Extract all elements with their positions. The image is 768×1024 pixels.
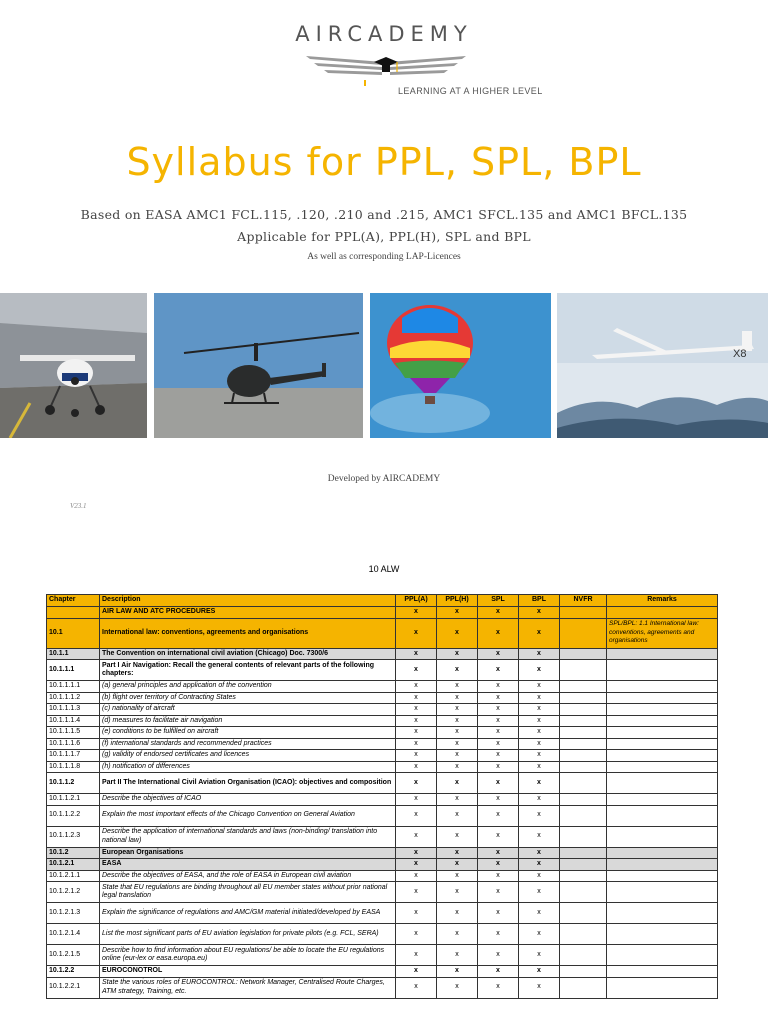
spl-mark: x (478, 847, 519, 859)
ppla-mark: x (396, 648, 437, 660)
brand-tagline: LEARNING AT A HIGHER LEVEL (398, 86, 543, 96)
pplh-mark: x (437, 750, 478, 762)
header-ppla: PPL(A) (396, 595, 437, 607)
pplh-mark: x (437, 692, 478, 704)
remarks-cell (607, 826, 718, 847)
nvfr-cell (560, 750, 607, 762)
table-row (47, 870, 718, 882)
description-cell: Describe the objectives of ICAO (100, 794, 396, 806)
bpl-mark: x (519, 966, 560, 978)
pplh-mark: x (437, 924, 478, 945)
chapter-cell: 10.1.2.1.5 (47, 945, 100, 966)
spl-mark: x (478, 903, 519, 924)
bpl-mark: x (519, 692, 560, 704)
remarks-cell (607, 761, 718, 773)
ppla-mark: x (396, 882, 437, 903)
wings-logo-icon (296, 50, 476, 90)
spl-mark: x (478, 648, 519, 660)
chapter-cell: 10.1.1.1.3 (47, 704, 100, 716)
remarks-cell (607, 660, 718, 681)
chapter-cell: 10.1.1.1 (47, 660, 100, 681)
header-bpl: BPL (519, 595, 560, 607)
ppla-mark: x (396, 945, 437, 966)
version-label: V23.1 (70, 502, 87, 510)
ppla-mark: x (396, 750, 437, 762)
chapter-cell: 10.1.1.1.8 (47, 761, 100, 773)
table-row (47, 945, 718, 966)
chapter-cell: 10.1.2.1.2 (47, 882, 100, 903)
bpl-mark: x (519, 681, 560, 693)
ppla-mark: x (396, 903, 437, 924)
ppla-mark: x (396, 704, 437, 716)
description-cell: (d) measures to facilitate air navigation (100, 715, 396, 727)
table-row (47, 648, 718, 660)
ppla-mark: x (396, 966, 437, 978)
description-cell: EASA (100, 859, 396, 871)
table-row (47, 847, 718, 859)
description-cell: Part I Air Navigation: Recall the general contents of relevant parts of the following chapters: (100, 660, 396, 681)
bpl-mark: x (519, 945, 560, 966)
bpl-mark: x (519, 618, 560, 648)
spl-mark: x (478, 805, 519, 826)
chapter-cell: 10.1.1.1.1 (47, 681, 100, 693)
table-row (47, 794, 718, 806)
remarks-cell (607, 607, 718, 619)
table-row (47, 805, 718, 826)
nvfr-cell (560, 692, 607, 704)
ppla-mark: x (396, 660, 437, 681)
spl-mark: x (478, 715, 519, 727)
remarks-cell (607, 966, 718, 978)
ppla-mark: x (396, 870, 437, 882)
ppla-mark: x (396, 924, 437, 945)
pplh-mark: x (437, 903, 478, 924)
chapter-cell: 10.1.1.2.3 (47, 826, 100, 847)
description-cell: Describe how to find information about EU regulations/ be able to locate the EU regulations online (eur-lex or easa.europa.eu) (100, 945, 396, 966)
nvfr-cell (560, 882, 607, 903)
description-cell: EUROCONOTROL (100, 966, 396, 978)
chapter-cell: 10.1.2.1 (47, 859, 100, 871)
description-cell: Explain the most important effects of the Chicago Convention on General Aviation (100, 805, 396, 826)
chapter-cell: 10.1.2.1.4 (47, 924, 100, 945)
pplh-mark: x (437, 966, 478, 978)
table-row (47, 966, 718, 978)
description-cell: (h) notification of differences (100, 761, 396, 773)
chapter-cell: 10.1.1.1.2 (47, 692, 100, 704)
pplh-mark: x (437, 704, 478, 716)
table-row (47, 750, 718, 762)
remarks-cell (607, 945, 718, 966)
subtitle-applicability: Applicable for PPL(A), PPL(H), SPL and BPL (237, 229, 531, 244)
remarks-cell (607, 977, 718, 998)
ppla-mark: x (396, 805, 437, 826)
nvfr-cell (560, 715, 607, 727)
ppla-mark: x (396, 681, 437, 693)
bpl-mark: x (519, 648, 560, 660)
table-row (47, 924, 718, 945)
table-row (47, 826, 718, 847)
nvfr-cell (560, 704, 607, 716)
nvfr-cell (560, 826, 607, 847)
nvfr-cell (560, 966, 607, 978)
ppla-mark: x (396, 847, 437, 859)
pplh-mark: x (437, 977, 478, 998)
ppla-mark: x (396, 794, 437, 806)
nvfr-cell (560, 805, 607, 826)
chapter-cell: 10.1.1.1.6 (47, 738, 100, 750)
chapter-cell: 10.1.2 (47, 847, 100, 859)
spl-mark: x (478, 738, 519, 750)
table-header-row (47, 595, 718, 607)
pplh-mark: x (437, 945, 478, 966)
photo-hot-air-balloon (370, 293, 551, 438)
spl-mark: x (478, 692, 519, 704)
remarks-cell (607, 750, 718, 762)
brand-name: AIRCADEMY (295, 22, 473, 46)
ppla-mark: x (396, 761, 437, 773)
remarks-cell: SPL/BPL: 1.1 International law: conventions, agreements and organisations (607, 618, 718, 648)
description-cell: (b) flight over territory of Contracting States (100, 692, 396, 704)
table-row (47, 738, 718, 750)
pplh-mark: x (437, 826, 478, 847)
remarks-cell (607, 704, 718, 716)
pplh-mark: x (437, 738, 478, 750)
nvfr-cell (560, 727, 607, 739)
spl-mark: x (478, 773, 519, 794)
nvfr-cell (560, 761, 607, 773)
remarks-cell (607, 847, 718, 859)
chapter-cell: 10.1.1.2 (47, 773, 100, 794)
nvfr-cell (560, 618, 607, 648)
pplh-mark: x (437, 648, 478, 660)
pplh-mark: x (437, 859, 478, 871)
chapter-cell: 10.1.1.1.4 (47, 715, 100, 727)
pplh-mark: x (437, 681, 478, 693)
spl-mark: x (478, 660, 519, 681)
ppla-mark: x (396, 738, 437, 750)
bpl-mark: x (519, 924, 560, 945)
pplh-mark: x (437, 715, 478, 727)
spl-mark: x (478, 727, 519, 739)
pplh-mark: x (437, 794, 478, 806)
chapter-cell (47, 607, 100, 619)
photo-glider (557, 293, 768, 438)
spl-mark: x (478, 761, 519, 773)
header-nvfr: NVFR (560, 595, 607, 607)
remarks-cell (607, 773, 718, 794)
nvfr-cell (560, 859, 607, 871)
nvfr-cell (560, 773, 607, 794)
bpl-mark: x (519, 773, 560, 794)
bpl-mark: x (519, 882, 560, 903)
description-cell: Describe the application of international standards and laws (non-binding/ translation into national law) (100, 826, 396, 847)
spl-mark: x (478, 750, 519, 762)
bpl-mark: x (519, 859, 560, 871)
description-cell: (g) validity of endorsed certificates and licences (100, 750, 396, 762)
description-cell: State the various roles of EUROCONTROL: Network Manager, Centralised Route Charges, ATM strategy, Training, etc. (100, 977, 396, 998)
spl-mark: x (478, 607, 519, 619)
bpl-mark: x (519, 761, 560, 773)
pplh-mark: x (437, 805, 478, 826)
bpl-mark: x (519, 715, 560, 727)
spl-mark: x (478, 618, 519, 648)
header-remarks: Remarks (607, 595, 718, 607)
spl-mark: x (478, 826, 519, 847)
table-row (47, 882, 718, 903)
table-row (47, 715, 718, 727)
chapter-cell: 10.1.1.2.2 (47, 805, 100, 826)
spl-mark: x (478, 681, 519, 693)
spl-mark: x (478, 870, 519, 882)
pplh-mark: x (437, 607, 478, 619)
chapter-cell: 10.1.2.2 (47, 966, 100, 978)
pplh-mark: x (437, 773, 478, 794)
ppla-mark: x (396, 977, 437, 998)
spl-mark: x (478, 977, 519, 998)
remarks-cell (607, 882, 718, 903)
bpl-mark: x (519, 738, 560, 750)
ppla-mark: x (396, 859, 437, 871)
developed-by: Developed by AIRCADEMY (327, 474, 441, 484)
spl-mark: x (478, 924, 519, 945)
bpl-mark: x (519, 750, 560, 762)
syllabus-table (46, 594, 718, 999)
ppla-mark: x (396, 773, 437, 794)
photo-airplane (0, 293, 147, 438)
description-cell: (f) international standards and recommended practices (100, 738, 396, 750)
chapter-cell: 10.1.1.1.5 (47, 727, 100, 739)
ppla-mark: x (396, 692, 437, 704)
description-cell: European Organisations (100, 847, 396, 859)
table-row (47, 727, 718, 739)
table-row (47, 859, 718, 871)
remarks-cell (607, 648, 718, 660)
header-description: Description (100, 595, 396, 607)
bpl-mark: x (519, 794, 560, 806)
description-cell: Explain the significance of regulations and AMC/GM material initiated/developed by EASA (100, 903, 396, 924)
nvfr-cell (560, 945, 607, 966)
description-cell: AIR LAW AND ATC PROCEDURES (100, 607, 396, 619)
remarks-cell (607, 870, 718, 882)
description-cell: List the most significant parts of EU aviation legislation for private pilots (e.g. FCL, SERA) (100, 924, 396, 945)
remarks-cell (607, 859, 718, 871)
section-title: 10 ALW (368, 564, 400, 574)
chapter-cell: 10.1.1.2.1 (47, 794, 100, 806)
chapter-cell: 10.1.2.1.1 (47, 870, 100, 882)
remarks-cell (607, 715, 718, 727)
pplh-mark: x (437, 660, 478, 681)
table-row (47, 773, 718, 794)
remarks-cell (607, 794, 718, 806)
nvfr-cell (560, 870, 607, 882)
table-row (47, 977, 718, 998)
description-cell: International law: conventions, agreements and organisations (100, 618, 396, 648)
subtitle-regulations: Based on EASA AMC1 FCL.115, .120, .210 and .215, AMC1 SFCL.135 and AMC1 BFCL.135 (80, 207, 688, 222)
table-row (47, 607, 718, 619)
pplh-mark: x (437, 618, 478, 648)
spl-mark: x (478, 859, 519, 871)
ppla-mark: x (396, 607, 437, 619)
chapter-cell: 10.1 (47, 618, 100, 648)
nvfr-cell (560, 794, 607, 806)
description-cell: Describe the objectives of EASA, and the role of EASA in European civil aviation (100, 870, 396, 882)
chapter-cell: 10.1.2.2.1 (47, 977, 100, 998)
description-cell: (e) conditions to be fulfilled on aircraft (100, 727, 396, 739)
chapter-cell: 10.1.2.1.3 (47, 903, 100, 924)
pplh-mark: x (437, 761, 478, 773)
nvfr-cell (560, 847, 607, 859)
spl-mark: x (478, 882, 519, 903)
table-row (47, 692, 718, 704)
header-chapter: Chapter (47, 595, 100, 607)
header-spl: SPL (478, 595, 519, 607)
spl-mark: x (478, 704, 519, 716)
nvfr-cell (560, 660, 607, 681)
bpl-mark: x (519, 826, 560, 847)
ppla-mark: x (396, 826, 437, 847)
header-pplh: PPL(H) (437, 595, 478, 607)
bpl-mark: x (519, 805, 560, 826)
bpl-mark: x (519, 870, 560, 882)
description-cell: The Convention on international civil aviation (Chicago) Doc. 7300/6 (100, 648, 396, 660)
document-title: Syllabus for PPL, SPL, BPL (126, 140, 642, 184)
nvfr-cell (560, 648, 607, 660)
bpl-mark: x (519, 607, 560, 619)
remarks-cell (607, 805, 718, 826)
remarks-cell (607, 738, 718, 750)
spl-mark: x (478, 794, 519, 806)
description-cell: (c) nationality of aircraft (100, 704, 396, 716)
description-cell: (a) general principles and application of the convention (100, 681, 396, 693)
remarks-cell (607, 924, 718, 945)
ppla-mark: x (396, 715, 437, 727)
table-row (47, 761, 718, 773)
bpl-mark: x (519, 727, 560, 739)
table-row (47, 660, 718, 681)
remarks-cell (607, 903, 718, 924)
table-body (47, 607, 718, 999)
spl-mark: x (478, 945, 519, 966)
table-row (47, 704, 718, 716)
pplh-mark: x (437, 882, 478, 903)
bpl-mark: x (519, 660, 560, 681)
pplh-mark: x (437, 847, 478, 859)
nvfr-cell (560, 738, 607, 750)
remarks-cell (607, 681, 718, 693)
spl-mark: x (478, 966, 519, 978)
bpl-mark: x (519, 977, 560, 998)
glider-registration-label: X8 (733, 348, 747, 360)
table-row (47, 903, 718, 924)
ppla-mark: x (396, 727, 437, 739)
nvfr-cell (560, 903, 607, 924)
remarks-cell (607, 692, 718, 704)
bpl-mark: x (519, 704, 560, 716)
nvfr-cell (560, 924, 607, 945)
table-row (47, 618, 718, 648)
pplh-mark: x (437, 727, 478, 739)
photo-helicopter (154, 293, 363, 438)
pplh-mark: x (437, 870, 478, 882)
chapter-cell: 10.1.1.1.7 (47, 750, 100, 762)
nvfr-cell (560, 607, 607, 619)
description-cell: State that EU regulations are binding throughout all EU member states without prior national legal translation (100, 882, 396, 903)
subtitle-lap: As well as corresponding LAP-Licences (307, 252, 461, 262)
table-row (47, 681, 718, 693)
bpl-mark: x (519, 903, 560, 924)
description-cell: Part II The International Civil Aviation Organisation (ICAO): objectives and composition (100, 773, 396, 794)
chapter-cell: 10.1.1 (47, 648, 100, 660)
nvfr-cell (560, 977, 607, 998)
remarks-cell (607, 727, 718, 739)
bpl-mark: x (519, 847, 560, 859)
ppla-mark: x (396, 618, 437, 648)
nvfr-cell (560, 681, 607, 693)
